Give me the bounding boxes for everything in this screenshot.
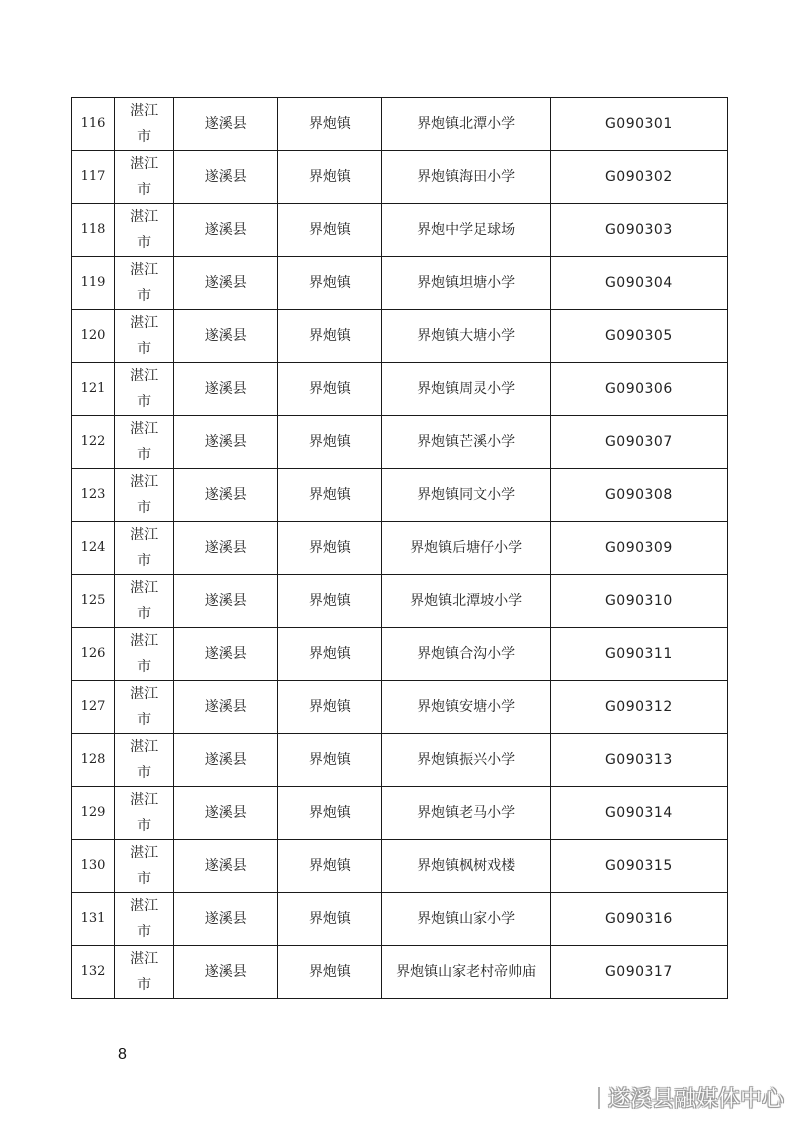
- site-name-cell: [382, 310, 550, 363]
- county-text: 遂溪县: [204, 911, 247, 927]
- county-cell: [174, 310, 278, 363]
- row-number-text: 118: [80, 222, 106, 237]
- row-number-cell: [72, 522, 115, 575]
- site-name-cell: [382, 681, 550, 734]
- county-cell: [174, 681, 278, 734]
- city-cell: [115, 151, 174, 204]
- row-number-text: 123: [80, 487, 106, 502]
- table-row: [72, 681, 728, 734]
- site-name-text: 界炮镇大塘小学: [417, 328, 516, 344]
- table-row: [72, 469, 728, 522]
- county-text: 遂溪县: [204, 222, 247, 238]
- site-name-cell: [382, 522, 550, 575]
- city-cell: [115, 946, 174, 999]
- town-text: 界炮镇: [308, 169, 351, 185]
- row-number-cell: [72, 416, 115, 469]
- site-name-text: 界炮镇枫树戏楼: [417, 858, 516, 874]
- city-cell: [115, 522, 174, 575]
- site-name-text: 界炮镇北潭坡小学: [410, 593, 523, 609]
- row-number-cell: [72, 681, 115, 734]
- site-name-cell: [382, 734, 550, 787]
- site-code-cell: [550, 628, 727, 681]
- table-row: [72, 787, 728, 840]
- row-number-cell: [72, 151, 115, 204]
- city-cell: [115, 734, 174, 787]
- site-code-cell: [550, 363, 727, 416]
- city-cell: [115, 98, 174, 151]
- county-text: 遂溪县: [204, 434, 247, 450]
- table-row: [72, 946, 728, 999]
- city-text: 湛江市: [130, 898, 159, 940]
- row-number-cell: [72, 310, 115, 363]
- table-row: [72, 840, 728, 893]
- row-number-cell: [72, 840, 115, 893]
- row-number-cell: [72, 469, 115, 522]
- row-number-cell: [72, 734, 115, 787]
- county-text: 遂溪县: [204, 169, 247, 185]
- town-text: 界炮镇: [308, 434, 351, 450]
- county-text: 遂溪县: [204, 805, 247, 821]
- site-code-text: G090317: [604, 964, 673, 980]
- table-row: [72, 310, 728, 363]
- site-code-text: G090305: [604, 328, 673, 344]
- site-code-text: G090303: [604, 222, 673, 238]
- town-cell: [278, 522, 382, 575]
- site-code-text: G090308: [604, 487, 673, 503]
- site-code-cell: [550, 787, 727, 840]
- county-text: 遂溪县: [204, 328, 247, 344]
- site-list-table: [71, 97, 728, 999]
- site-name-text: 界炮镇山家老村帝帅庙: [396, 964, 537, 980]
- city-text: 湛江市: [130, 262, 159, 304]
- town-text: 界炮镇: [308, 222, 351, 238]
- city-text: 湛江市: [130, 845, 159, 887]
- site-code-cell: [550, 98, 727, 151]
- site-code-text: G090306: [604, 381, 673, 397]
- county-text: 遂溪县: [204, 593, 247, 609]
- table-row: [72, 257, 728, 310]
- row-number-cell: [72, 946, 115, 999]
- site-code-text: G090310: [604, 593, 673, 609]
- row-number-cell: [72, 628, 115, 681]
- town-cell: [278, 98, 382, 151]
- county-text: 遂溪县: [204, 381, 247, 397]
- city-text: 湛江市: [130, 156, 159, 198]
- county-cell: [174, 628, 278, 681]
- site-code-text: G090304: [604, 275, 673, 291]
- town-text: 界炮镇: [308, 964, 351, 980]
- city-text: 湛江市: [130, 421, 159, 463]
- county-text: 遂溪县: [204, 964, 247, 980]
- site-name-cell: [382, 416, 550, 469]
- city-text: 湛江市: [130, 315, 159, 357]
- county-text: 遂溪县: [204, 275, 247, 291]
- county-text: 遂溪县: [204, 752, 247, 768]
- city-text: 湛江市: [130, 103, 159, 145]
- city-cell: [115, 469, 174, 522]
- town-text: 界炮镇: [308, 328, 351, 344]
- row-number-text: 128: [80, 752, 106, 767]
- site-code-text: G090307: [604, 434, 673, 450]
- town-cell: [278, 257, 382, 310]
- city-text: 湛江市: [130, 686, 159, 728]
- town-cell: [278, 363, 382, 416]
- town-cell: [278, 575, 382, 628]
- site-code-text: G090302: [604, 169, 673, 185]
- county-text: 遂溪县: [204, 116, 247, 132]
- city-text: 湛江市: [130, 633, 159, 675]
- site-code-text: G090301: [604, 116, 673, 132]
- town-text: 界炮镇: [308, 381, 351, 397]
- town-cell: [278, 734, 382, 787]
- watermark-divider: [598, 1087, 600, 1109]
- city-text: 湛江市: [130, 527, 159, 569]
- city-text: 湛江市: [130, 951, 159, 993]
- county-cell: [174, 151, 278, 204]
- table-row: [72, 628, 728, 681]
- site-name-cell: [382, 946, 550, 999]
- city-cell: [115, 575, 174, 628]
- row-number-text: 126: [80, 646, 106, 661]
- site-name-text: 界炮镇振兴小学: [417, 752, 516, 768]
- row-number-text: 121: [80, 381, 106, 396]
- county-text: 遂溪县: [204, 487, 247, 503]
- site-name-cell: [382, 257, 550, 310]
- site-name-cell: [382, 98, 550, 151]
- city-cell: [115, 681, 174, 734]
- site-code-cell: [550, 575, 727, 628]
- site-code-text: G090309: [604, 540, 673, 556]
- table-row: [72, 416, 728, 469]
- town-text: 界炮镇: [308, 540, 351, 556]
- site-name-text: 界炮镇坦塘小学: [417, 275, 516, 291]
- county-cell: [174, 840, 278, 893]
- county-cell: [174, 204, 278, 257]
- site-name-text: 界炮镇合沟小学: [417, 646, 516, 662]
- table-row: [72, 575, 728, 628]
- site-code-cell: [550, 840, 727, 893]
- row-number-text: 119: [80, 275, 106, 290]
- county-cell: [174, 734, 278, 787]
- city-cell: [115, 363, 174, 416]
- town-cell: [278, 681, 382, 734]
- site-code-text: G090313: [604, 752, 673, 768]
- county-cell: [174, 522, 278, 575]
- row-number-text: 120: [80, 328, 106, 343]
- site-name-text: 界炮镇后塘仔小学: [410, 540, 523, 556]
- town-cell: [278, 310, 382, 363]
- site-code-cell: [550, 469, 727, 522]
- town-cell: [278, 151, 382, 204]
- row-number-cell: [72, 363, 115, 416]
- city-text: 湛江市: [130, 739, 159, 781]
- site-code-cell: [550, 681, 727, 734]
- watermark: [598, 1082, 784, 1113]
- site-name-cell: [382, 204, 550, 257]
- county-cell: [174, 787, 278, 840]
- page-number: 8: [118, 1046, 127, 1063]
- town-cell: [278, 469, 382, 522]
- site-name-cell: [382, 787, 550, 840]
- town-cell: [278, 628, 382, 681]
- site-name-text: 界炮镇北潭小学: [417, 116, 516, 132]
- site-name-text: 界炮镇芒溪小学: [417, 434, 516, 450]
- row-number-text: 116: [80, 116, 106, 131]
- table-row: [72, 151, 728, 204]
- row-number-cell: [72, 204, 115, 257]
- county-cell: [174, 469, 278, 522]
- site-code-text: G090312: [604, 699, 673, 715]
- site-code-cell: [550, 893, 727, 946]
- town-text: 界炮镇: [308, 752, 351, 768]
- row-number-text: 129: [80, 805, 106, 820]
- site-name-text: 界炮镇同文小学: [417, 487, 516, 503]
- county-cell: [174, 257, 278, 310]
- county-text: 遂溪县: [204, 646, 247, 662]
- site-name-text: 界炮镇海田小学: [417, 169, 516, 185]
- county-text: 遂溪县: [204, 540, 247, 556]
- row-number-text: 131: [80, 911, 106, 926]
- site-code-cell: [550, 522, 727, 575]
- town-text: 界炮镇: [308, 699, 351, 715]
- city-cell: [115, 840, 174, 893]
- county-text: 遂溪县: [204, 858, 247, 874]
- site-name-cell: [382, 893, 550, 946]
- row-number-cell: [72, 787, 115, 840]
- town-cell: [278, 946, 382, 999]
- site-name-cell: [382, 151, 550, 204]
- site-code-cell: [550, 734, 727, 787]
- row-number-text: 127: [80, 699, 106, 714]
- site-name-cell: [382, 575, 550, 628]
- site-code-text: G090316: [604, 911, 673, 927]
- city-cell: [115, 310, 174, 363]
- site-name-cell: [382, 628, 550, 681]
- table-row: [72, 98, 728, 151]
- table-row: [72, 522, 728, 575]
- table-row: [72, 363, 728, 416]
- row-number-text: 122: [80, 434, 106, 449]
- city-cell: [115, 787, 174, 840]
- row-number-cell: [72, 257, 115, 310]
- town-cell: [278, 893, 382, 946]
- town-cell: [278, 840, 382, 893]
- town-text: 界炮镇: [308, 593, 351, 609]
- county-cell: [174, 363, 278, 416]
- table-row: [72, 204, 728, 257]
- row-number-cell: [72, 575, 115, 628]
- table-row: [72, 734, 728, 787]
- city-text: 湛江市: [130, 209, 159, 251]
- table-row: [72, 893, 728, 946]
- town-cell: [278, 204, 382, 257]
- city-cell: [115, 628, 174, 681]
- city-text: 湛江市: [130, 580, 159, 622]
- site-code-cell: [550, 204, 727, 257]
- county-cell: [174, 893, 278, 946]
- row-number-text: 117: [80, 169, 106, 184]
- county-cell: [174, 98, 278, 151]
- site-code-text: G090314: [604, 805, 673, 821]
- town-text: 界炮镇: [308, 275, 351, 291]
- table-body: [72, 98, 728, 999]
- row-number-text: 132: [80, 964, 106, 979]
- site-name-text: 界炮镇周灵小学: [417, 381, 516, 397]
- site-code-text: G090315: [604, 858, 673, 874]
- city-cell: [115, 257, 174, 310]
- site-code-text: G090311: [604, 646, 673, 662]
- city-cell: [115, 893, 174, 946]
- county-cell: [174, 575, 278, 628]
- town-cell: [278, 416, 382, 469]
- row-number-text: 125: [80, 593, 106, 608]
- city-cell: [115, 416, 174, 469]
- county-cell: [174, 416, 278, 469]
- town-text: 界炮镇: [308, 116, 351, 132]
- site-name-text: 界炮镇老马小学: [417, 805, 516, 821]
- site-name-cell: [382, 840, 550, 893]
- site-code-cell: [550, 946, 727, 999]
- watermark-text: 遂溪县融媒体中心: [607, 1087, 784, 1112]
- site-name-cell: [382, 363, 550, 416]
- site-code-cell: [550, 257, 727, 310]
- row-number-cell: [72, 98, 115, 151]
- city-text: 湛江市: [130, 792, 159, 834]
- site-code-cell: [550, 310, 727, 363]
- town-text: 界炮镇: [308, 805, 351, 821]
- row-number-cell: [72, 893, 115, 946]
- county-cell: [174, 946, 278, 999]
- county-text: 遂溪县: [204, 699, 247, 715]
- town-text: 界炮镇: [308, 487, 351, 503]
- site-name-cell: [382, 469, 550, 522]
- town-cell: [278, 787, 382, 840]
- row-number-text: 124: [80, 540, 106, 555]
- town-text: 界炮镇: [308, 911, 351, 927]
- town-text: 界炮镇: [308, 858, 351, 874]
- city-cell: [115, 204, 174, 257]
- site-name-text: 界炮镇安塘小学: [417, 699, 516, 715]
- city-text: 湛江市: [130, 368, 159, 410]
- site-name-text: 界炮中学足球场: [417, 222, 516, 238]
- site-code-cell: [550, 416, 727, 469]
- town-text: 界炮镇: [308, 646, 351, 662]
- city-text: 湛江市: [130, 474, 159, 516]
- site-code-cell: [550, 151, 727, 204]
- row-number-text: 130: [80, 858, 106, 873]
- site-name-text: 界炮镇山家小学: [417, 911, 516, 927]
